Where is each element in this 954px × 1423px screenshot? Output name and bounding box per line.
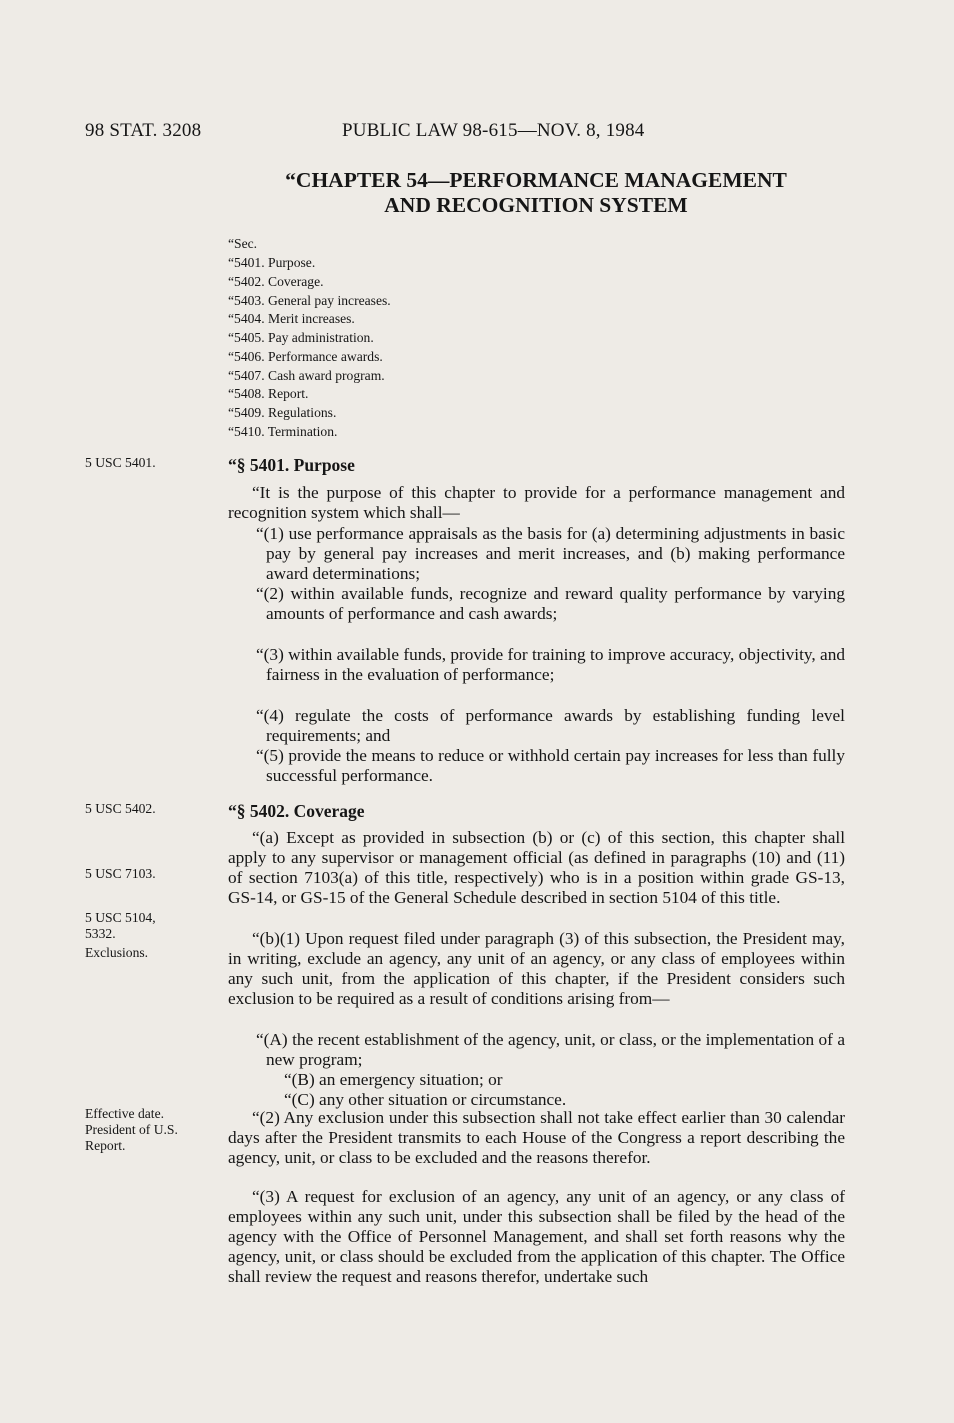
stat-page-number: 98 STAT. 3208 xyxy=(85,120,202,141)
margin-note-president: President of U.S. xyxy=(85,1122,178,1137)
chapter-title-line2: AND RECOGNITION SYSTEM xyxy=(384,193,688,217)
section-5402-bA: “(A) the recent establishment of the agency, unit, or class, or the implementation of a new program; xyxy=(256,1030,845,1070)
toc-item: “5407. Cash award program. xyxy=(228,368,385,383)
margin-note-report: Report. xyxy=(85,1138,126,1153)
section-5401-item-4: “(4) regulate the costs of performance awards by establishing funding level requirements; and xyxy=(256,706,845,746)
section-5402-heading: “§ 5402. Coverage xyxy=(228,801,365,821)
toc-item: “5409. Regulations. xyxy=(228,405,337,420)
toc-item: “5406. Performance awards. xyxy=(228,349,383,364)
toc-item: “5404. Merit increases. xyxy=(228,311,355,326)
chapter-title-line1: “CHAPTER 54—PERFORMANCE MANAGEMENT xyxy=(285,168,787,192)
margin-note-exclusions: Exclusions. xyxy=(85,945,149,960)
section-5402-b1: “(b)(1) Upon request filed under paragraph (3) of this subsection, the President may, in writing, exclude an agency, any unit of an agency, or any class of employees within any such unit, from the application of this chapter, if the President considers such exclusion to be required as a result of conditions arising from— xyxy=(228,929,845,1009)
toc-item: “5410. Termination. xyxy=(228,424,338,439)
margin-note-usc-5104: 5 USC 5104, xyxy=(85,910,156,925)
toc-item: “5402. Coverage. xyxy=(228,274,324,289)
margin-note-usc-7103: 5 USC 7103. xyxy=(85,866,156,881)
toc-item: “5401. Purpose. xyxy=(228,255,316,270)
margin-note-effective-date: Effective date. xyxy=(85,1106,165,1121)
section-5401-item-5: “(5) provide the means to reduce or withhold certain pay increases for less than fully successful performance. xyxy=(256,746,845,786)
section-5402-bC: “(C) any other situation or circumstance. xyxy=(284,1090,567,1109)
toc-sec-label: “Sec. xyxy=(228,236,258,251)
toc-item: “5405. Pay administration. xyxy=(228,330,374,345)
section-5402-b2: “(2) Any exclusion under this subsection shall not take effect earlier than 30 calendar days after the President transmits to each House of the Congress a report describing the agency, unit, or class to be excluded and the reasons therefor. xyxy=(228,1108,845,1168)
public-law-header: PUBLIC LAW 98-615—NOV. 8, 1984 xyxy=(342,120,645,141)
section-5401-heading: “§ 5401. Purpose xyxy=(228,455,355,475)
section-5401-item-3: “(3) within available funds, provide for training to improve accuracy, objectivity, and fairness in the evaluation of performance; xyxy=(256,645,845,685)
margin-note-usc-5402: 5 USC 5402. xyxy=(85,801,156,816)
margin-note-usc-5401: 5 USC 5401. xyxy=(85,455,156,470)
section-5401-item-2: “(2) within available funds, recognize and reward quality performance by varying amounts of performance and cash awards; xyxy=(256,584,845,624)
toc-item: “5408. Report. xyxy=(228,386,309,401)
section-5401-item-1: “(1) use performance appraisals as the basis for (a) determining adjustments in basic pay by general pay increases and merit increases, and (b) making performance award determinations; xyxy=(256,524,845,584)
toc-item: “5403. General pay increases. xyxy=(228,293,391,308)
section-5402-bB: “(B) an emergency situation; or xyxy=(284,1070,503,1089)
margin-note-usc-5332: 5332. xyxy=(85,926,116,941)
section-5401-intro: “It is the purpose of this chapter to provide for a performance management and recognition system which shall— xyxy=(228,483,845,523)
section-5402-a: “(a) Except as provided in subsection (b) or (c) of this section, this chapter shall apply to any supervisor or management official (as defined in paragraphs (10) and (11) of section 7103(a) of this title, respectively) who is in a position within grade GS-13, GS-14, or GS-15 of the General Schedule described in section 5104 of this title. xyxy=(228,828,845,908)
section-5402-b3: “(3) A request for exclusion of an agency, any unit of an agency, or any class of employees within any such unit, under this subsection shall be filed by the head of the agency with the Office of Personnel Management, and shall set forth reasons why the agency, unit, or class should be excluded from the application of this chapter. The Office shall review the request and reasons therefor, undertake such xyxy=(228,1187,845,1287)
